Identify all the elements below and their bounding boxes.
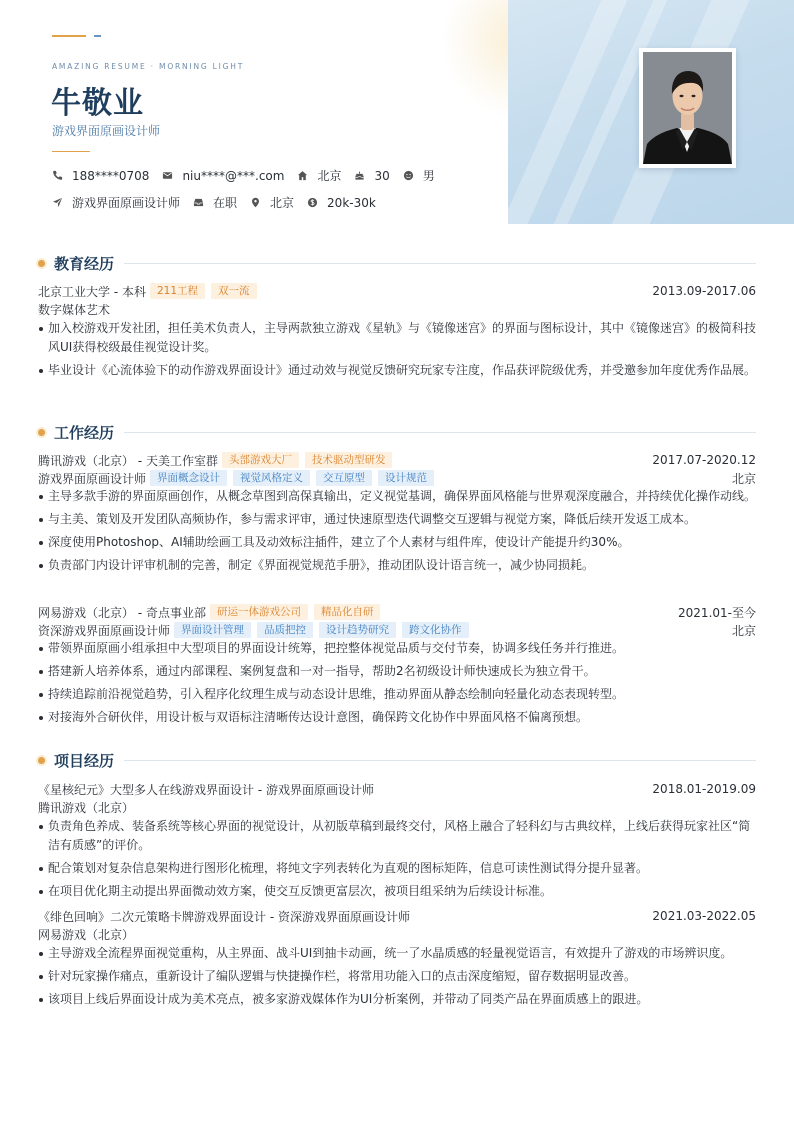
- bullet-item: 针对玩家操作痛点，重新设计了编队逻辑与快捷操作栏，将常用功能入口的点击深度缩短，留存数据明显改善。: [38, 967, 756, 986]
- school-name: 北京工业大学 - 本科: [38, 284, 146, 299]
- bullet-item: 对接海外合研伙伴，用设计板与双语标注清晰传达设计意图，确保跨文化协作中界面风格不偏离预想。: [38, 708, 756, 727]
- project-name: 《星核纪元》大型多人在线游戏界面设计 - 游戏界面原画设计师: [38, 782, 374, 797]
- intent-position-text: 游戏界面原画设计师: [72, 196, 181, 210]
- role-tag: 设计规范: [378, 470, 434, 486]
- company-name: 网易游戏（北京） - 奇点事业部: [38, 605, 206, 620]
- company-row: [38, 603, 756, 621]
- school-row: [38, 282, 756, 300]
- project-date: 2021.03-2022.05: [652, 909, 756, 923]
- work-section: [36, 422, 756, 442]
- bullet-item: 负责部门内设计评审机制的完善，制定《界面视觉规范手册》，推动团队设计语言统一，减少协同损耗。: [38, 556, 756, 575]
- gender-text: 男: [422, 169, 435, 183]
- email-text: niu****@***.com: [182, 168, 285, 183]
- work-location: 北京: [731, 471, 756, 486]
- company-tag: 精品化自研: [314, 604, 381, 620]
- section-dot: [38, 429, 45, 436]
- profile-photo-frame: [639, 48, 736, 168]
- work-date: 2017.07-2020.12: [652, 453, 756, 467]
- project-item: [38, 907, 756, 1013]
- intent-city-text: 北京: [270, 196, 295, 210]
- company-tag: 头部游戏大厂: [222, 452, 299, 468]
- bullet-item: 该项目上线后界面设计成为美术亮点，被多家游戏媒体作为UI分析案例，并带动了同类产品在界面质感上的跟进。: [38, 990, 756, 1009]
- role-name: 游戏界面原画设计师: [38, 471, 147, 486]
- home-icon: [297, 170, 308, 181]
- major-name: 数字媒体艺术: [38, 302, 111, 317]
- intent-position-item: [52, 194, 180, 211]
- bullet-item: 深度使用Photoshop、AI辅助绘画工具及动效标注插件，建立了个人素材与组件库，使设计产能提升约30%。: [38, 533, 756, 552]
- section-dot: [38, 260, 45, 267]
- company-tag: 研运一体游戏公司: [210, 604, 308, 620]
- work-item: [38, 451, 756, 579]
- intent-city-item: [250, 194, 294, 211]
- status-item: [193, 194, 237, 211]
- project-org: 网易游戏（北京）: [38, 927, 135, 942]
- project-item: [38, 780, 756, 905]
- candidate-name: 牛敬业: [51, 86, 144, 121]
- project-org: 腾讯游戏（北京）: [38, 800, 135, 815]
- education-bullets: [38, 319, 756, 380]
- candidate-title: 游戏界面原画设计师: [52, 124, 161, 138]
- school-tag: 211工程: [150, 283, 205, 299]
- projects-title: 项目经历: [54, 752, 115, 770]
- contact-row: [52, 167, 448, 184]
- salary-item: [307, 196, 376, 210]
- work-location: 北京: [731, 623, 756, 638]
- city-item: [297, 167, 341, 184]
- bullet-item: 在项目优化期主动提出界面微动效方案，使交互反馈更富层次，被项目组采纳为后续设计标准。: [38, 882, 756, 901]
- face-icon: [403, 170, 414, 181]
- bullet-item: 主导游戏全流程界面视觉重构，从主界面、战斗UI到抽卡动画，统一了水晶质感的轻量视觉语言，有效提升了游戏的市场辨识度。: [38, 944, 756, 963]
- bullet-item: 主导多款手游的界面原画创作，从概念草图到高保真输出，定义视觉基调，确保界面风格能与世界观深度融合，并持续优化操作动线。: [38, 487, 756, 506]
- status-text: 在职: [213, 196, 238, 210]
- projects-header: [36, 750, 756, 770]
- role-row: [38, 621, 756, 639]
- role-tag: 跨文化协作: [402, 622, 469, 638]
- section-divider: [124, 432, 756, 433]
- work-date: 2021.01-至今: [678, 605, 756, 620]
- resume-header: [0, 0, 794, 224]
- phone-text: 188****0708: [72, 168, 150, 183]
- role-tag: 品质把控: [257, 622, 313, 638]
- phone-icon: [52, 170, 63, 181]
- work-bullets: [38, 639, 756, 727]
- section-divider: [124, 263, 756, 264]
- profile-photo: [643, 52, 732, 164]
- company-name: 腾讯游戏（北京） - 天美工作室群: [38, 453, 218, 468]
- bullet-item: 带领界面原画小组承担中大型项目的界面设计统筹，把控整体视觉品质与交付节奏，协调多线任务并行推进。: [38, 639, 756, 658]
- role-tag: 设计趋势研究: [319, 622, 396, 638]
- age-text: 30: [374, 168, 390, 183]
- bullet-item: 持续追踪前沿视觉趋势，引入程序化纹理生成与动态设计思维，推动界面从静态绘制向轻量化动态表现转型。: [38, 685, 756, 704]
- section-dot: [38, 757, 45, 764]
- bullet-item: 配合策划对复杂信息架构进行图形化梳理，将纯文字列表转化为直观的图标矩阵，信息可读性测试得分提升显著。: [38, 859, 756, 878]
- role-tag: 界面概念设计: [150, 470, 227, 486]
- bullet-item: 毕业设计《心流体验下的动作游戏界面设计》通过动效与视觉反馈研究玩家专注度，作品获评院级优秀，并受邀参加年度优秀作品展。: [38, 361, 756, 380]
- job-intent-row: [52, 194, 389, 211]
- bullet-item: 加入校游戏开发社团，担任美术负责人，主导两款独立游戏《星轨》与《镜像迷宫》的界面与图标设计，其中《镜像迷宫》的极简科技风UI获得校级最佳视觉设计奖。: [38, 319, 756, 357]
- location-pin-icon: [250, 197, 261, 208]
- project-row: [38, 780, 756, 798]
- money-icon: [307, 197, 318, 208]
- title-divider: [52, 151, 90, 152]
- work-header: [36, 422, 756, 442]
- project-bullets: [38, 944, 756, 1009]
- work-item: [38, 603, 756, 731]
- education-title: 教育经历: [54, 255, 115, 273]
- project-row: [38, 907, 756, 925]
- project-org-row: [38, 798, 756, 816]
- inbox-icon: [193, 197, 204, 208]
- project-name: 《绯色回响》二次元策略卡牌游戏界面设计 - 资深游戏界面原画设计师: [38, 909, 410, 924]
- role-name: 资深游戏界面原画设计师: [38, 623, 171, 638]
- company-tag: 技术驱动型研发: [305, 452, 393, 468]
- project-date: 2018.01-2019.09: [652, 782, 756, 796]
- city-text: 北京: [317, 169, 342, 183]
- phone-item: [52, 169, 149, 183]
- role-tag: 视觉风格定义: [233, 470, 310, 486]
- company-row: [38, 451, 756, 469]
- cake-icon: [354, 170, 365, 181]
- bullet-item: 搭建新人培养体系，通过内部课程、案例复盘和一对一指导，帮助2名初级设计师快速成长为独立骨干。: [38, 662, 756, 681]
- age-item: [354, 169, 389, 183]
- role-row: [38, 469, 756, 487]
- education-item: [38, 282, 756, 384]
- bullet-item: 与主美、策划及开发团队高频协作，参与需求评审，通过快速原型迭代调整交互逻辑与视觉方案，降低后续开发返工成本。: [38, 510, 756, 529]
- gender-item: [403, 167, 435, 184]
- school-tag: 双一流: [211, 283, 257, 299]
- education-header: [36, 253, 756, 273]
- bullet-item: 负责角色养成、装备系统等核心界面的视觉设计，从初版草稿到最终交付，风格上融合了轻科幻与古典纹样，上线后获得玩家社区“简洁有质感”的评价。: [38, 817, 756, 855]
- role-tag: 界面设计管理: [174, 622, 251, 638]
- salary-text: 20k-30k: [327, 195, 376, 210]
- mail-icon: [162, 170, 173, 181]
- project-bullets: [38, 817, 756, 901]
- send-icon: [52, 197, 63, 208]
- projects-section: [36, 750, 756, 770]
- education-date: 2013.09-2017.06: [652, 284, 756, 298]
- project-org-row: [38, 925, 756, 943]
- role-tag: 交互原型: [316, 470, 372, 486]
- section-divider: [124, 760, 756, 761]
- work-bullets: [38, 487, 756, 575]
- major-row: [38, 300, 756, 318]
- tagline: AMAZING RESUME · MORNING LIGHT: [52, 62, 245, 71]
- email-item: [162, 169, 284, 183]
- work-title: 工作经历: [54, 424, 115, 442]
- education-section: [36, 253, 756, 273]
